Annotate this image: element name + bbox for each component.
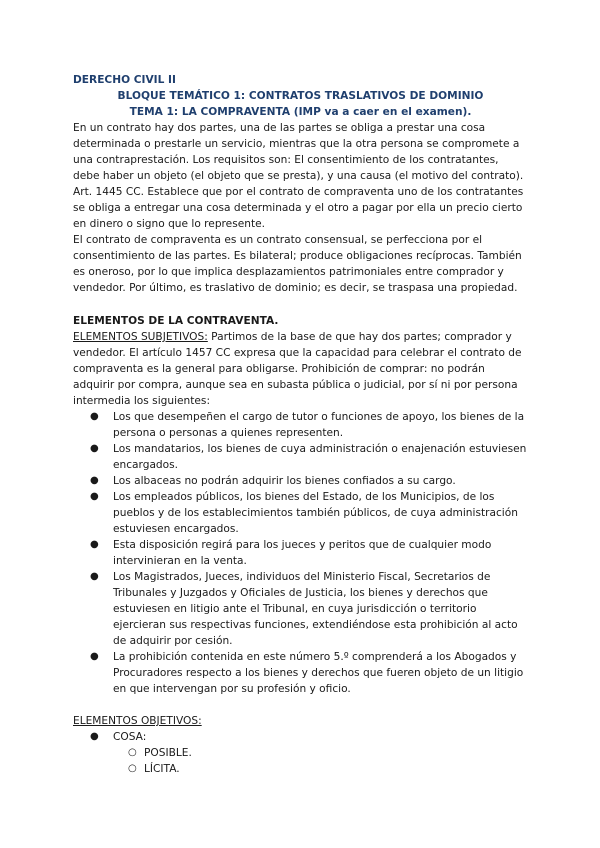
bullet-icon: ●: [90, 443, 99, 454]
bullet-icon: ●: [90, 491, 99, 502]
sub-list-item: [73, 761, 528, 777]
bullet-icon: ●: [90, 731, 99, 742]
block-heading: BLOQUE TEMÁTICO 1: CONTRATOS TRASLATIVOS DE DOMINIO: [117, 90, 484, 102]
bullet-icon: ●: [90, 411, 99, 422]
list-item-text: Los empleados públicos, los bienes del Estado, de los Municipios, de los pueblos y de los establecimientos también públicos, de cuya administración estuviesen encargados.: [113, 491, 518, 535]
hollow-bullet-icon: ○: [128, 747, 137, 758]
list-item-text: COSA:: [113, 731, 147, 743]
bullet-icon: ●: [90, 571, 99, 582]
list-item: [73, 473, 528, 489]
topic-heading: TEMA 1: LA COMPRAVENTA (IMP va a caer en el examen).: [129, 106, 472, 118]
subjective-elements-label: ELEMENTOS SUBJETIVOS:: [73, 331, 208, 343]
objective-list: [73, 729, 528, 745]
list-item: [73, 409, 528, 441]
list-item-text: Los mandatarios, los bienes de cuya administración o enajenación estuviesen encargados.: [113, 443, 527, 471]
bullet-icon: ●: [90, 651, 99, 662]
sub-list-item-text: LÍCITA.: [144, 763, 180, 775]
objective-elements-label: ELEMENTOS OBJETIVOS:: [73, 715, 202, 727]
list-item: [73, 537, 528, 569]
elements-section-title: ELEMENTOS DE LA CONTRAVENTA.: [73, 315, 279, 327]
prohibition-list: [73, 409, 528, 697]
section-spacer: [73, 697, 528, 713]
subjective-elements-text: Partimos de la base de que hay dos partes; comprador y vendedor. El artículo 1457 CC expresa que la capacidad para celebrar el contrato de compraventa es la general para obligarse. Prohibición de comprar: no podrán adquirir por compra, aunque sea en subasta pública o judicial, por sí ni por persona intermedia los siguientes:: [73, 331, 522, 407]
objective-sublist: [73, 745, 528, 777]
subjective-elements-paragraph: [73, 329, 528, 409]
list-item: [73, 729, 528, 745]
list-item: [73, 489, 528, 537]
sub-list-item-text: POSIBLE.: [144, 747, 192, 759]
list-item-text: Los Magistrados, Jueces, individuos del Ministerio Fiscal, Secretarios de Tribunales y Juzgados y Oficiales de Justicia, los bienes y derechos que estuviesen en litigio ante el Tribunal, en cuya jurisdicción o territorio ejercieran sus respectivas funciones, extendiéndose esta prohibición al acto de adquirir por cesión.: [113, 571, 518, 647]
bullet-icon: ●: [90, 475, 99, 486]
list-item-text: Los que desempeñen el cargo de tutor o funciones de apoyo, los bienes de la persona o personas a quienes representen.: [113, 411, 525, 439]
list-item: [73, 649, 528, 697]
document-body: [73, 72, 528, 777]
list-item-text: Esta disposición regirá para los jueces y peritos que de cualquier modo intervinieran en la venta.: [113, 539, 492, 567]
hollow-bullet-icon: ○: [128, 763, 137, 774]
list-item: [73, 441, 528, 473]
intro-paragraph-1: En un contrato hay dos partes, una de las partes se obliga a prestar una cosa determinada o prestarle un servicio, mientras que la otra persona se compromete a una contraprestación. Los requisitos son: El consentimiento de los contratantes, debe haber un objeto (el objeto que se presta), y una causa (el motivo del contrato). Art. 1445 CC. Establece que por el contrato de compraventa uno de los contratantes se obliga a entregar una cosa determinada y el otro a pagar por ella un precio cierto en dinero o signo que lo represente.: [73, 122, 524, 230]
list-item: [73, 569, 528, 649]
list-item-text: Los albaceas no podrán adquirir los bienes confiados a su cargo.: [113, 475, 456, 487]
intro-paragraph-2: El contrato de compraventa es un contrato consensual, se perfecciona por el consentimiento de las partes. Es bilateral; produce obligaciones recíprocas. También es oneroso, por lo que implica desplazamientos patrimoniales entre comprador y vendedor. Por último, es traslativo de dominio; es decir, se traspasa una propiedad.: [73, 234, 522, 294]
bullet-icon: ●: [90, 539, 99, 550]
sub-list-item: [73, 745, 528, 761]
list-item-text: La prohibición contenida en este número 5.º comprenderá a los Abogados y Procuradores respecto a los bienes y derechos que fueren objeto de un litigio en que intervengan por su profesión y oficio.: [113, 651, 524, 695]
subject-heading: DERECHO CIVIL II: [73, 74, 176, 86]
